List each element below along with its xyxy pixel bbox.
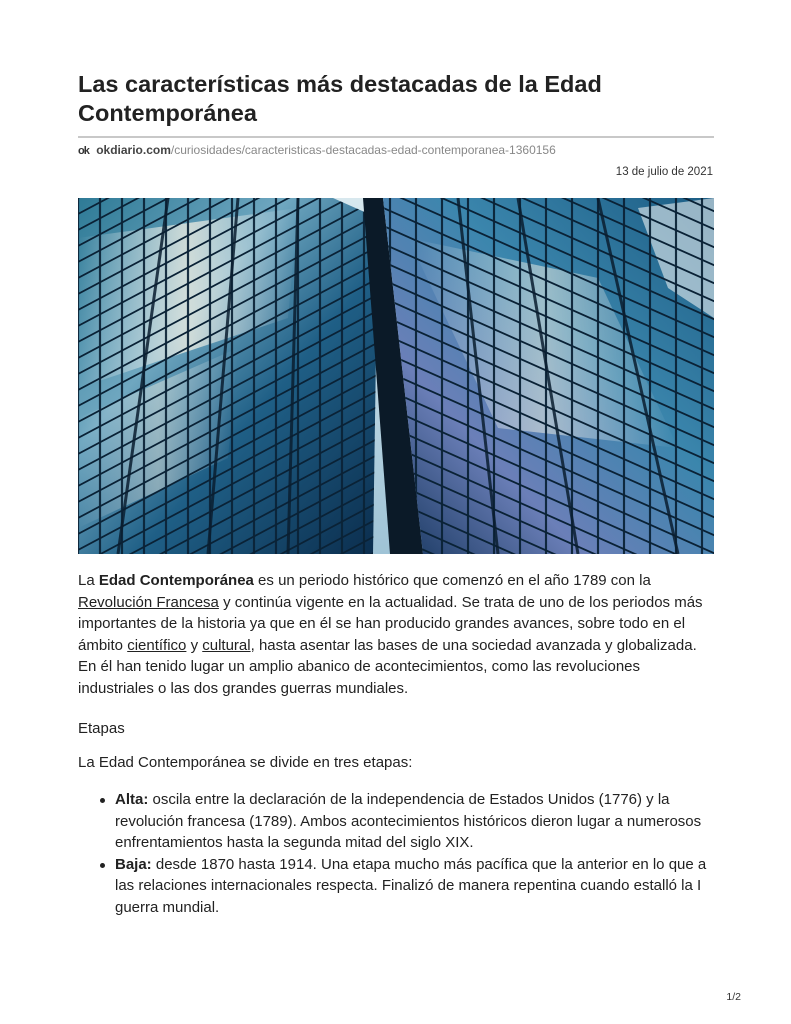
glass-skyscraper-image: [78, 198, 714, 554]
stage-text: oscila entre la declaración de la independencia de Estados Unidos (1776) y la revolución francesa (1789). Ambos acontecimientos históricos dieron lugar a numerosos enfrentamientos hasta la segunda mitad del siglo XIX.: [115, 791, 702, 851]
link-revolucion-francesa[interactable]: Revolución Francesa: [78, 593, 219, 611]
stages-intro: La Edad Contemporánea se divide en tres etapas:: [78, 754, 413, 771]
stages-list: [78, 789, 718, 918]
page-title: Las características más destacadas de la Edad Contemporánea: [78, 71, 602, 126]
term-edad-contemporanea: Edad Contemporánea: [98, 572, 254, 589]
text-segment: y: [186, 636, 203, 654]
stage-term: Alta:: [115, 791, 149, 808]
text-segment: es un periodo histórico que comenzó en el año 1789 con la: [253, 572, 651, 589]
stage-text: desde 1870 hasta 1914. Una etapa mucho más pacífica que la anterior en lo que a las relaciones internacionales respecta. Finalizó de manera repentina cuando estalló la I guerra mundial.: [115, 855, 707, 916]
title-divider: [78, 136, 714, 138]
okdiario-logo-icon: ok: [78, 145, 89, 157]
intro-paragraph: [78, 570, 718, 699]
text-segment: y continúa vigente en la actualidad. Se trata de uno de los periodos más importantes de la historia ya que en él se han producido grandes avances, sobre todo en el ámbito: [78, 593, 703, 654]
list-item: [78, 854, 718, 919]
source-url[interactable]: [78, 142, 556, 159]
source-path: /curiosidades/caracteristicas-destacadas-edad-contemporanea-1360156: [170, 143, 556, 157]
link-cientifico[interactable]: científico: [127, 636, 187, 654]
publish-date: 13 de julio de 2021: [615, 166, 713, 178]
list-item: [78, 789, 718, 854]
page-number: 1/2: [726, 991, 741, 1003]
text-segment: , hasta asentar las bases de una sociedad avanzada y globalizada. En él han tenido lugar un amplio abanico de acontecimientos, como las revoluciones industriales o las dos grandes guerras mundiales.: [78, 636, 697, 697]
stage-term: Baja:: [115, 855, 152, 873]
link-cultural[interactable]: cultural: [202, 636, 251, 654]
source-domain: okdiario.com: [96, 143, 171, 157]
section-heading-etapas: Etapas: [78, 720, 125, 737]
text-segment: La: [78, 572, 99, 589]
